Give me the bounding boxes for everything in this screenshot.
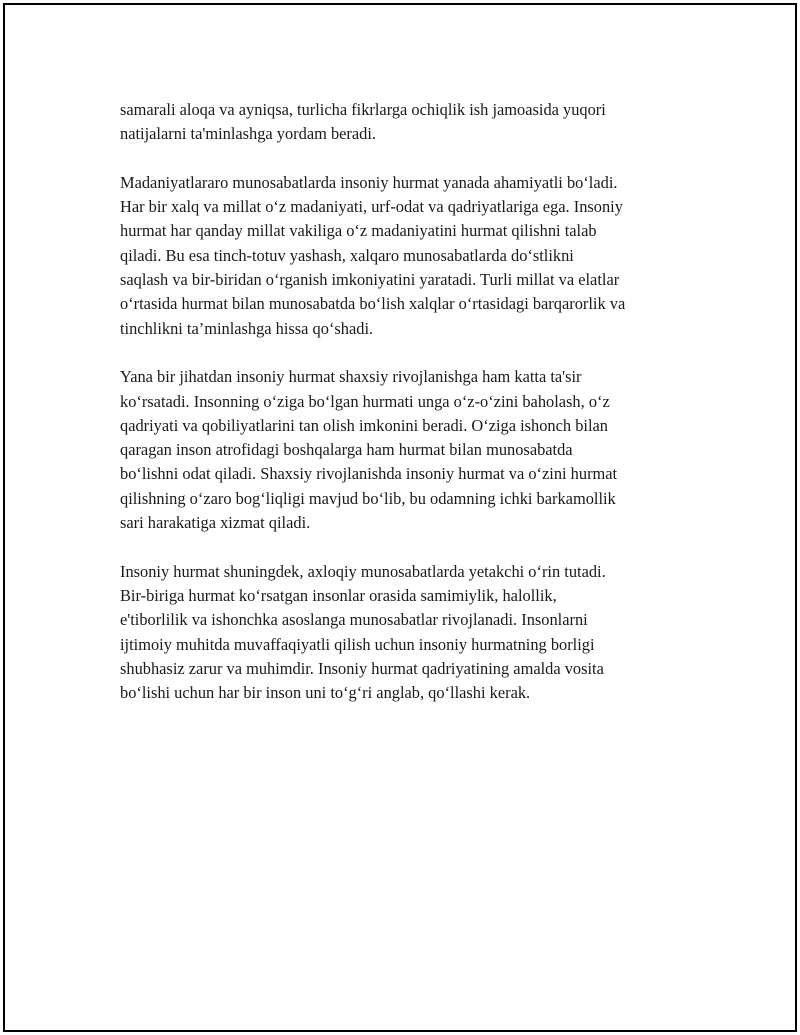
text-line: qiladi. Bu esa tinch-totuv yashash, xalqaro munosabatlarda do‘stlikni — [120, 245, 574, 265]
document-body — [120, 98, 705, 730]
paragraph — [120, 365, 705, 535]
text-line: ko‘rsatadi. Insonning o‘ziga bo‘lgan hurmati unga o‘z-o‘zini baholash, o‘z — [120, 391, 610, 411]
text-line: qaragan inson atrofidagi boshqalarga ham hurmat bilan munosabatda — [120, 440, 573, 460]
text-line: Har bir xalq va millat o‘z madaniyati, urf-odat va qadriyatlariga ega. Insoniy — [120, 197, 623, 217]
text-line: shubhasiz zarur va muhimdir. Insoniy hurmat qadriyatining amalda vosita — [120, 658, 604, 678]
text-line: Insoniy hurmat shuningdek, axloqiy munosabatlarda yetakchi o‘rin tutadi. — [120, 561, 606, 581]
text-line: ijtimoiy muhitda muvaffaqiyatli qilish uchun insoniy hurmatning borligi — [120, 634, 595, 654]
text-line: bo‘lishni odat qiladi. Shaxsiy rivojlanishda insoniy hurmat va o‘zini hurmat — [120, 464, 618, 484]
text-line: Bir-biriga hurmat ko‘rsatgan insonlar orasida samimiylik, halollik, — [120, 585, 557, 605]
paragraph — [120, 98, 705, 147]
text-line: samarali aloqa va ayniqsa, turlicha fikrlarga ochiqlik ish jamoasida yuqori — [120, 100, 606, 119]
text-line: Yana bir jihatdan insoniy hurmat shaxsiy rivojlanishga ham katta ta'sir — [120, 367, 582, 387]
text-line: qadriyati va qobiliyatlarini tan olish imkonini beradi. O‘ziga ishonch bilan — [120, 415, 608, 435]
paragraph — [120, 171, 705, 341]
text-line: hurmat har qanday millat vakiliga o‘z madaniyatini hurmat qilishni talab — [120, 221, 597, 241]
text-line: qilishning o‘zaro bog‘liqligi mavjud bo‘lib, bu odamning ichki barkamollik — [120, 488, 616, 508]
text-line: sari harakatiga xizmat qiladi. — [120, 513, 311, 533]
text-line: natijalarni ta'minlashga yordam beradi. — [120, 124, 377, 144]
text-line: bo‘lishi uchun har bir inson uni to‘g‘ri anglab, qo‘llashi kerak. — [120, 683, 531, 703]
text-line: e'tiborlilik va ishonchka asoslanga munosabatlar rivojlanadi. Insonlarni — [120, 610, 588, 630]
text-line: Madaniyatlararo munosabatlarda insoniy hurmat yanada ahamiyatli bo‘ladi. — [120, 172, 618, 192]
document-page — [3, 3, 797, 1032]
text-line: o‘rtasida hurmat bilan munosabatda bo‘lish xalqlar o‘rtasidagi barqarorlik va — [120, 294, 626, 314]
text-line: tinchlikni ta’minlashga hissa qo‘shadi. — [120, 318, 374, 338]
text-line: saqlash va bir-biridan o‘rganish imkoniyatini yaratadi. Turli millat va elatlar — [120, 270, 620, 290]
paragraph — [120, 560, 705, 706]
